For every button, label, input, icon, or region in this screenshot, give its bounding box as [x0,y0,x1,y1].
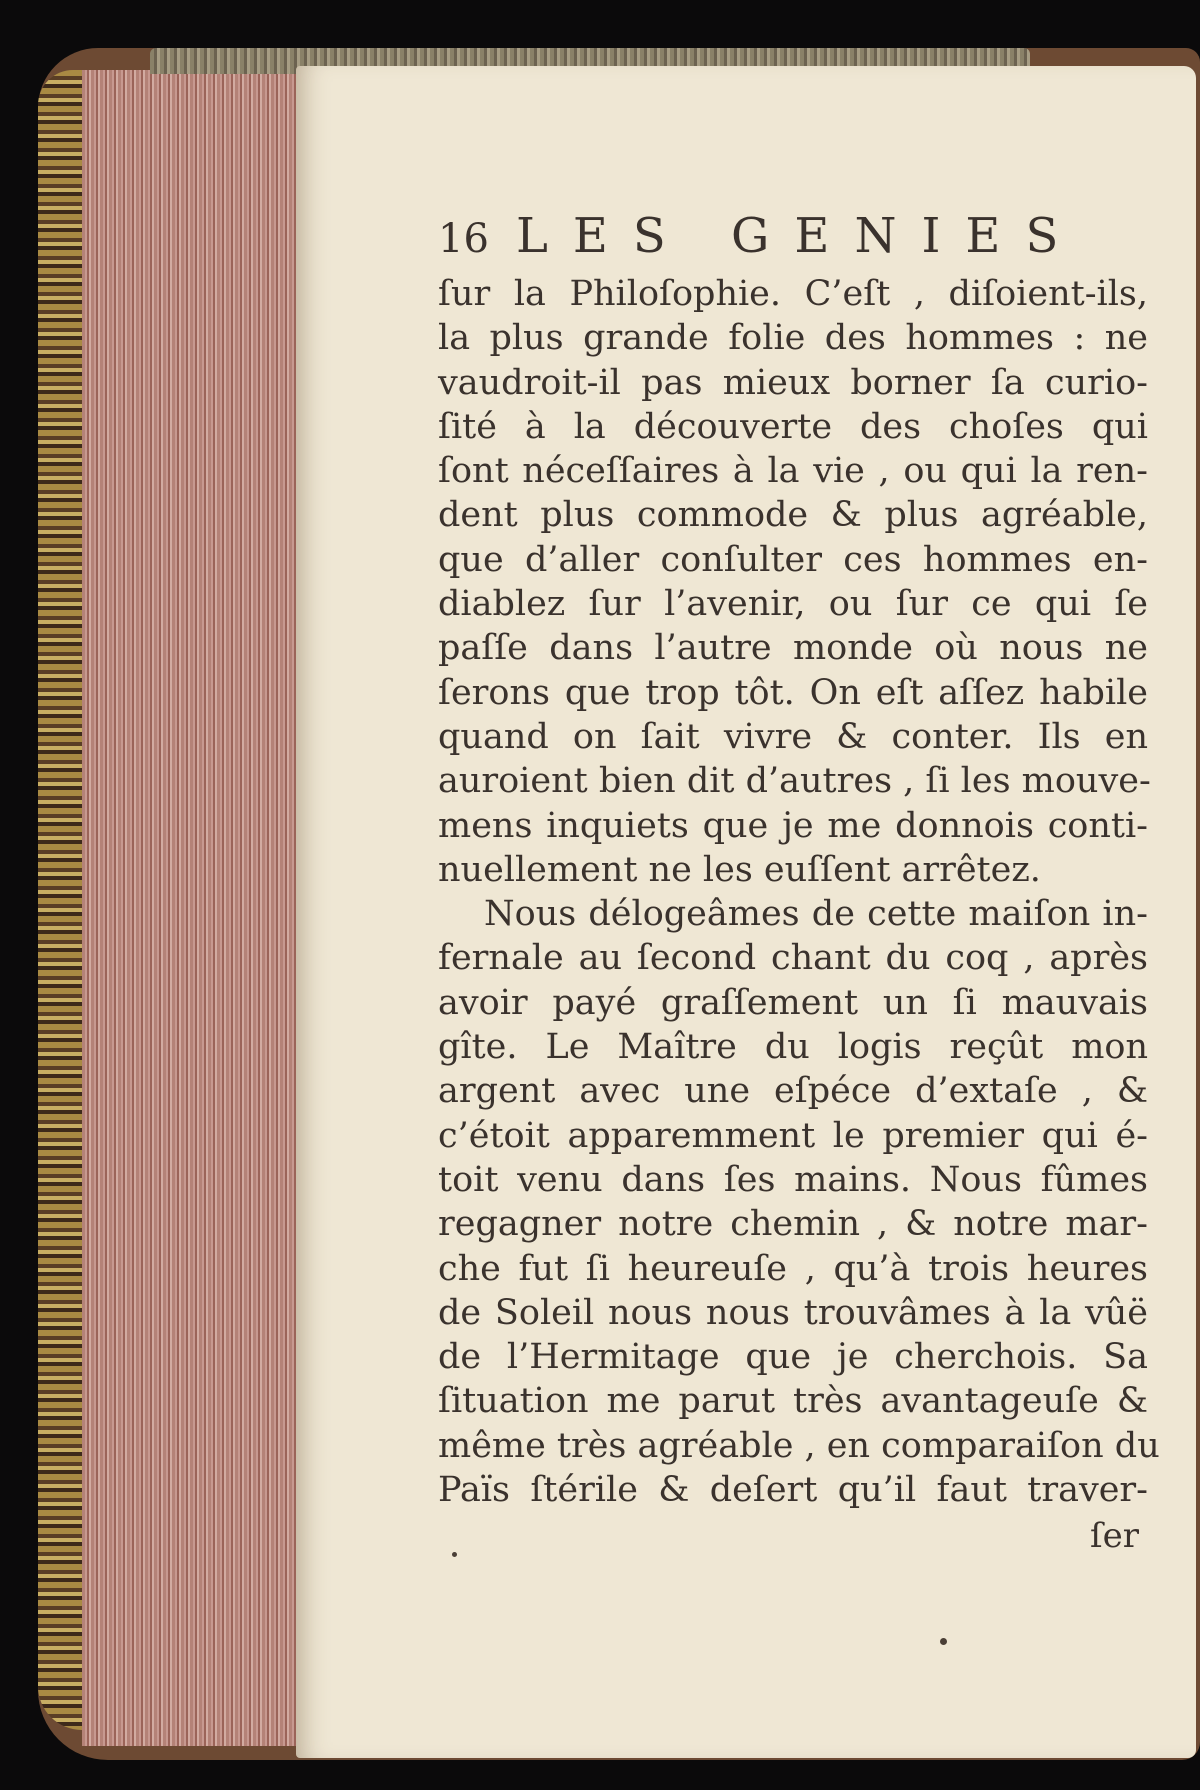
text-line: avoir payé graſſement un ſi mauvais [438,982,1148,1023]
text-line: mens inquiets que je me donnois conti- [438,805,1148,846]
text-line: c’étoit apparemment le premier qui é- [438,1115,1148,1156]
text-line: ſont néceſſaires à la vie , ou qui la ren- [438,451,1148,492]
running-title: LES GENIES [516,208,1084,264]
text-line: que d’aller conſulter ces hommes en- [438,539,1148,580]
text-line: toit venu dans ſes mains. Nous fûmes [438,1159,1148,1200]
text-line: fernale au ſecond chant du coq , après [438,938,1148,979]
text-line: vaudroit-il pas mieux borner ſa curio- [438,362,1148,403]
page-number: 16 [438,216,489,262]
gilded-spine-edge [38,70,82,1730]
text-line: argent avec une eſpéce d’extaſe , & [438,1071,1148,1112]
body-text [438,272,1160,1512]
page-fore-edges [82,70,300,1746]
text-line: ſerons que trop tôt. On eſt aſſez habile [438,672,1148,713]
text-line: che fut ſi heureuſe , qu’à trois heures [438,1248,1148,1289]
text-line: même très agréable , en comparaiſon du [438,1425,1160,1466]
text-line: Nous délogeâmes de cette maiſon in- [484,894,1148,935]
text-line: auroient bien dit d’autres , ſi les mouve- [438,761,1151,802]
text-line: ſur la Philoſophie. C’eſt , diſoient-ils, [438,274,1148,314]
text-line: ſité à la découverte des choſes qui [438,406,1148,447]
text-line: la plus grande folie des hommes : ne [438,318,1148,359]
text-line: Païs ſtérile & deſert qu’il faut traver- [438,1470,1148,1511]
text-line: gîte. Le Maître du logis reçût mon [438,1027,1148,1068]
text-line: nuellement ne les euſſent arrêtez. [438,849,1041,890]
text-line: de Soleil nous nous trouvâmes à la vûë [438,1292,1148,1333]
page-text-block [438,208,1160,1512]
ink-speck [940,1638,947,1645]
catchword: ſer [1090,1516,1139,1556]
text-line: regagner notre chemin , & notre mar- [438,1204,1148,1245]
text-line: ſituation me parut très avantageuſe & [438,1381,1148,1422]
text-line: diablez ſur l’avenir, ou ſur ce qui ſe [438,584,1148,625]
ink-speck [452,1552,457,1557]
page-header [438,208,1148,272]
text-line: de l’Hermitage que je cherchois. Sa [438,1337,1148,1378]
text-line: quand on ſait vivre & conter. Ils en [438,716,1148,757]
text-line: paſſe dans l’autre monde où nous ne [438,628,1148,669]
text-line: dent plus commode & plus agréable, [438,495,1148,536]
